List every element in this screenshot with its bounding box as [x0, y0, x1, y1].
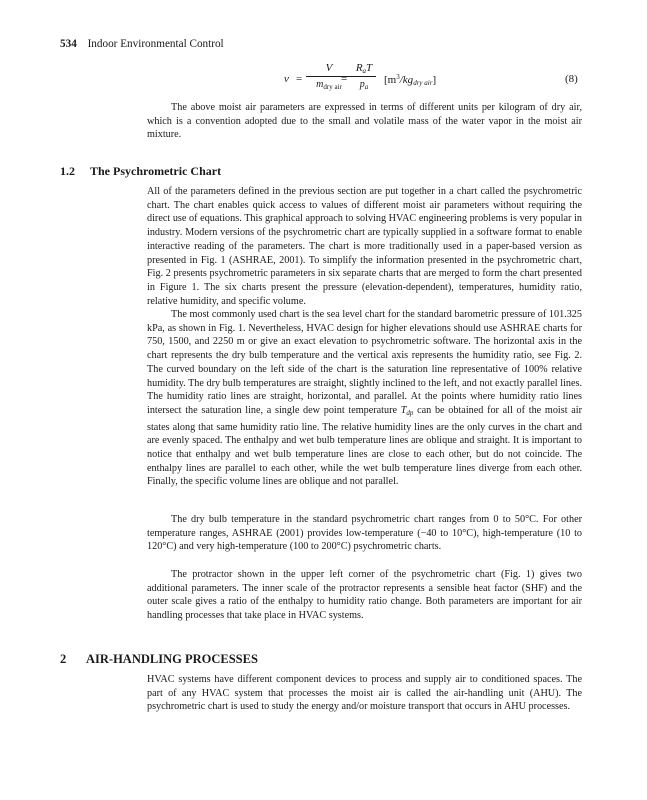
section-1-2-paragraph-2: The most commonly used chart is the sea level chart for the standard barometric pressure of 101.325 kPa, as shown in Fig. 1. Nevertheless, HVAC design for higher elevations should use ASHRAE charts for 750, 1500, and 2250 m or give an exact elevation to psychrometric software. The horizontal axis in the chart represents the dry bulb temperature and the vertical axis represents the humidity ratio, see Fig. 2. The curved boundary on the left side of the chart is the saturation line representative of 100% relative humidity. The dry bulb temperatures are straight, slightly inclined to the left, and not exactly parallel lines. The humidity ratio lines are straight, horizontal, and parallel. At the points where humidity ratio lines intersect the saturation line, a single dew point temperature Tdp can be obtained for all of the moist air states along that same humidity ratio line. The relative humidity lines are the only curves in the chart and are evenly spaced. The enthalpy and wet bulb temperature lines are oblique and straight. It is important to notice that enthalpy and wet bulb temperature lines are close to each other, but do not coincide. The enthalpy lines are parallel to each other, while the wet bulb temperature lines diverge from each other. Finally, the specific volume lines are oblique and not parallel.	[147, 309, 582, 488]
section-1-2-paragraph-3: The dry bulb temperature in the standard psychrometric chart ranges from 0 to 50°C. For other temperature ranges, ASHRAE (2001) provides low-temperature (−40 to 10°C), high-temperature (10 to 120°C) and very high-temperature (100 to 200°C) psychrometric charts.	[147, 514, 582, 553]
fraction-bar	[352, 76, 376, 77]
equals-sign: =	[341, 73, 348, 85]
fraction-numerator: V	[325, 62, 333, 74]
equation-8	[0, 62, 647, 96]
section-number: 2	[60, 652, 67, 666]
fraction-denominator: $m_{dry air}$	[316, 79, 342, 91]
equation-units: [$m^3$/kgdry air]	[384, 73, 437, 87]
section-1-2-paragraph-1: All of the parameters defined in the previous section are put together in a chart called the psychrometric chart. The chart enables quick access to values of different moist air parameters without requiring the direct use of equations. This graphical approach to solving HVAC engineering problems is very popular in industry. Modern versions of the psychrometric chart are typically supplied in a software format to enable interactive reading of the parameters. The chart is more traditionally used in a paper-based version as presented in Fig. 1 (ASHRAE, 2001). To simplify the information presented in the psychrometric chart, Fig. 2 presents psychrometric parameters in six separate charts that are merged to form the chart presented in Figure 1. The six charts present the pressure (elevation-dependent), temperatures, humidity ratio, relative humidity, and specific volume.	[147, 186, 582, 307]
running-header	[60, 38, 224, 50]
equation-number: (8)	[565, 73, 578, 85]
section-heading-1-2	[60, 164, 221, 179]
fraction-numerator: RaT	[355, 62, 373, 75]
fraction-gas-law	[352, 62, 376, 91]
section-title: The Psychrometric Chart	[90, 164, 222, 178]
equals-sign: =	[296, 73, 303, 85]
equation-lhs: v	[284, 73, 289, 85]
section-heading-2	[60, 652, 258, 667]
section-number: 1.2	[60, 164, 75, 178]
section-1-2-paragraph-4: The protractor shown in the upper left corner of the psychrometric chart (Fig. 1) gives two additional parameters. The inner scale of the protractor represents a sensible heat factor (SHF) and the outer scale gives a ratio of the enthalpy to humidity ratio change. Both parameters are important for air handling processes that take place in HVAC systems.	[147, 569, 582, 622]
section-2-paragraph-1: HVAC systems have different component devices to process and supply air to conditioned spaces. The part of any HVAC system that processes the moist air is called the air-handling unit (AHU). The psychrometric chart is used to study the energy and/or moisture transport that occurs in AHU processes.	[147, 674, 582, 713]
fraction-denominator: $p_a$	[359, 79, 369, 91]
section-title: AIR-HANDLING PROCESSES	[86, 652, 258, 666]
page-number: 534	[60, 38, 77, 50]
running-title: Indoor Environmental Control	[87, 38, 224, 50]
intro-paragraph: The above moist air parameters are expressed in terms of different units per kilogram of dry air, which is a convention adopted due to the small and volatile mass of the water vapor in the moist air mixture.	[147, 102, 582, 141]
